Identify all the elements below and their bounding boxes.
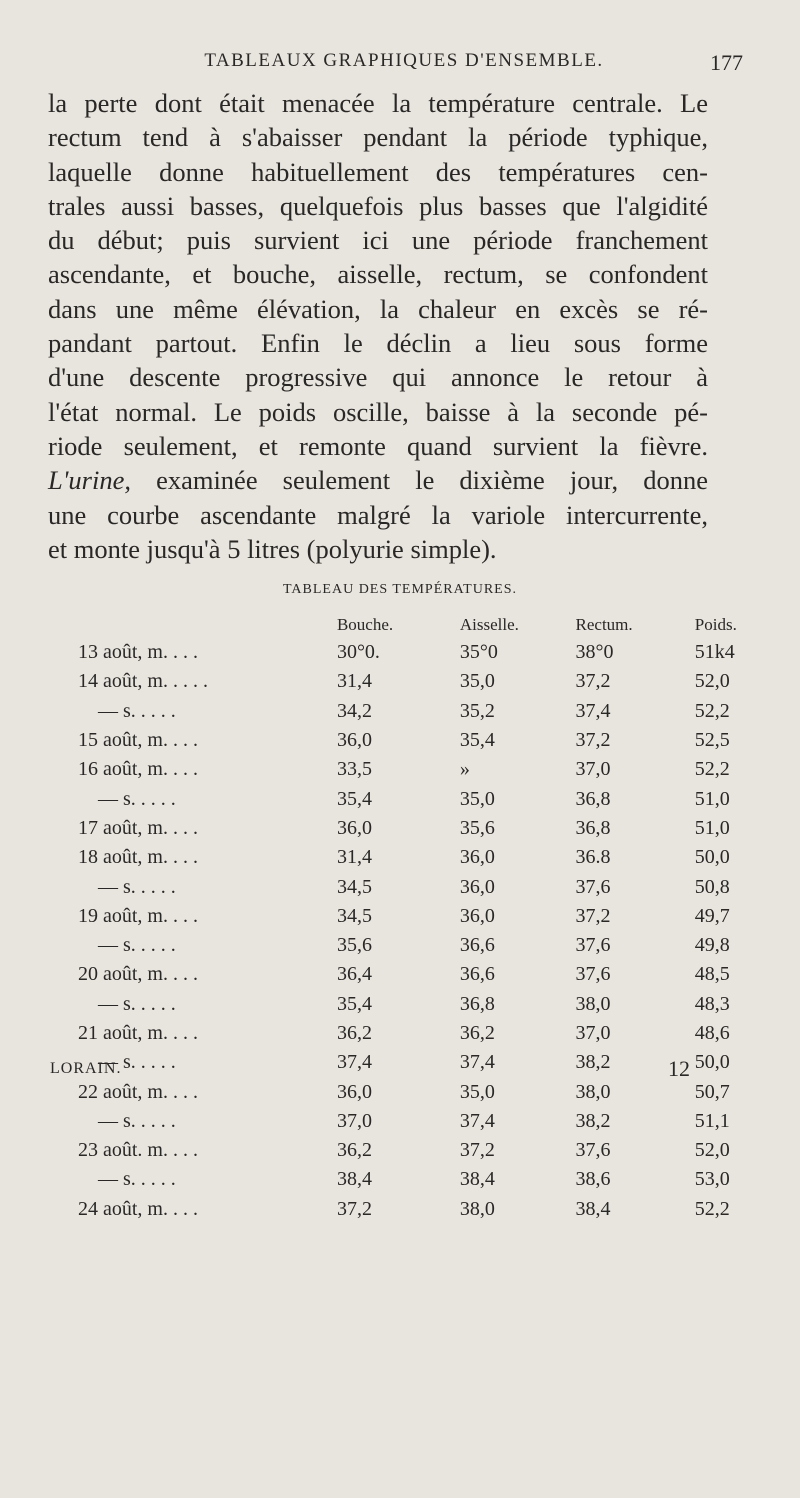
rectum-cell: 37,6 <box>575 1139 611 1162</box>
body-line: dans une même élévation, la chaleur en excès se ré- <box>48 293 708 324</box>
body-line: la perte dont était menacée la température centrale. Le <box>48 88 708 118</box>
bouche-cell: 38,4 <box>336 1168 372 1191</box>
body-paragraph <box>48 86 708 566</box>
aisselle-cell: 37,4 <box>459 1109 495 1132</box>
rectum-cell: 37,6 <box>575 963 611 986</box>
poids-cell: 49,7 <box>694 904 730 927</box>
poids-cell: 50,0 <box>694 1051 730 1074</box>
rectum-cell: 37,6 <box>575 875 611 898</box>
temperature-table <box>60 612 800 1224</box>
date-cell: 24 août, m. . . . <box>78 1197 198 1220</box>
body-line: du début; puis survient ici une période franchement <box>48 225 708 256</box>
rectum-cell: 38°0 <box>575 641 614 664</box>
bouche-cell: 36,2 <box>336 1022 372 1044</box>
bouche-cell: 37,2 <box>336 1197 372 1220</box>
bouche-cell: 34,5 <box>336 904 372 927</box>
poids-cell: 49,8 <box>694 934 730 957</box>
date-cell: — s. . . . . <box>98 934 176 957</box>
aisselle-cell: 36,0 <box>459 904 495 927</box>
aisselle-cell: 35,6 <box>459 816 495 839</box>
date-cell: — s. . . . . <box>98 875 176 898</box>
body-line: d'une descente progressive qui annonce le retour à <box>48 362 708 393</box>
running-head: TABLEAUX GRAPHIQUES D'ENSEMBLE. <box>204 50 604 71</box>
header-bouche: Bouche. <box>336 615 394 634</box>
bouche-cell: 36,0 <box>336 729 372 752</box>
bouche-cell: 35,4 <box>336 992 372 1015</box>
poids-cell: 52,0 <box>694 670 730 693</box>
date-cell: 18 août, m. . . . <box>78 846 198 869</box>
rectum-cell: 36.8 <box>575 846 611 869</box>
bouche-cell: 37,0 <box>336 1109 372 1132</box>
table-header-row <box>60 612 800 638</box>
date-cell: 17 août, m. . . . <box>78 816 198 839</box>
date-cell: — s. . . . . <box>98 1109 176 1132</box>
poids-cell: 51,1 <box>694 1109 730 1132</box>
body-line: riode seulement, et remonte quand survient la fièvre. <box>48 430 708 461</box>
rectum-cell: 37,2 <box>575 670 611 693</box>
poids-cell: 51,0 <box>694 787 730 810</box>
aisselle-cell: 36,6 <box>459 963 495 986</box>
poids-cell: 50,8 <box>694 875 730 898</box>
table-row <box>60 843 800 872</box>
rectum-cell: 37,0 <box>575 758 611 781</box>
body-line: une courbe ascendante malgré la variole intercurrente, <box>48 499 708 530</box>
aisselle-cell: 36,2 <box>459 1022 495 1044</box>
table-row <box>60 931 800 960</box>
date-cell: 14 août, m. . . . . <box>78 670 208 693</box>
footer-signature: LORAIN. <box>50 1060 122 1077</box>
bouche-cell: 36,4 <box>336 963 372 986</box>
bouche-cell: 34,2 <box>336 699 372 722</box>
table-row <box>60 1195 800 1224</box>
bouche-cell: 37,4 <box>336 1051 372 1074</box>
poids-cell: 52,2 <box>694 699 730 722</box>
bouche-cell: 35,4 <box>336 787 372 810</box>
aisselle-cell: » <box>459 758 470 781</box>
poids-cell: 52,0 <box>694 1139 730 1162</box>
table-title: TABLEAU DES TEMPÉRATURES. <box>282 582 518 597</box>
body-line: pandant partout. Enfin le déclin a lieu sous forme <box>48 328 708 359</box>
body-line-urine <box>48 463 708 497</box>
bouche-cell: 31,4 <box>336 846 372 869</box>
poids-cell: 51k4 <box>694 641 735 664</box>
rectum-cell: 38,0 <box>575 992 611 1015</box>
urine-word: L'urine, <box>48 465 131 496</box>
aisselle-cell: 36,0 <box>459 846 495 869</box>
date-cell: 23 août. m. . . . <box>78 1139 198 1162</box>
aisselle-cell: 36,6 <box>459 934 495 957</box>
aisselle-cell: 37,4 <box>459 1051 495 1074</box>
aisselle-cell: 36,0 <box>459 875 495 898</box>
date-cell: — s. . . . . <box>98 699 176 722</box>
bouche-cell: 36,2 <box>336 1139 372 1162</box>
table-row <box>60 960 800 989</box>
aisselle-cell: 35,4 <box>459 729 495 752</box>
table-row <box>60 667 800 696</box>
table-row <box>60 902 800 931</box>
header-aisselle: Aisselle. <box>459 615 519 634</box>
table-row <box>60 1107 800 1136</box>
table-row <box>60 755 800 784</box>
date-cell: 22 août, m. . . . <box>78 1080 198 1103</box>
table-row <box>60 1136 800 1165</box>
date-cell: — s. . . . . <box>98 992 176 1015</box>
poids-cell: 52,2 <box>694 758 730 781</box>
rectum-cell: 37,4 <box>575 699 611 722</box>
date-cell: 15 août, m. . . . <box>78 729 198 752</box>
bouche-cell: 31,4 <box>336 670 372 693</box>
date-cell: — s. . . . . <box>98 1051 176 1074</box>
table-row <box>60 872 800 901</box>
aisselle-cell: 35,0 <box>459 787 495 810</box>
rectum-cell: 36,8 <box>575 787 611 810</box>
body-line: l'état normal. Le poids oscille, baisse à la seconde pé- <box>48 396 708 427</box>
body-line-last: et monte jusqu'à 5 litres (polyurie simple). <box>48 533 497 564</box>
rectum-cell: 36,8 <box>575 816 611 839</box>
date-cell: 16 août, m. . . . <box>78 758 198 781</box>
aisselle-cell: 37,2 <box>459 1139 495 1162</box>
rectum-cell: 38,6 <box>575 1168 611 1191</box>
body-line: ascendante, et bouche, aisselle, rectum, se confondent <box>48 259 708 290</box>
header-poids: Poids. <box>694 615 737 634</box>
date-cell: 13 août, m. . . . <box>78 641 198 664</box>
rectum-cell: 37,0 <box>575 1022 611 1044</box>
date-cell: — s. . . . . <box>98 1168 176 1191</box>
aisselle-cell: 35,0 <box>459 670 495 693</box>
urine-rest: examinée seulement le dixième jour, donne <box>130 465 708 496</box>
header-date <box>60 612 327 638</box>
table-body <box>60 638 800 1224</box>
rectum-cell: 38,0 <box>575 1080 611 1103</box>
poids-cell: 50,7 <box>694 1080 730 1103</box>
aisselle-cell: 38,0 <box>459 1197 495 1220</box>
bouche-cell: 35,6 <box>336 934 372 957</box>
rectum-cell: 38,2 <box>575 1051 611 1074</box>
table-row <box>60 990 800 1019</box>
body-line: laquelle donne habituellement des températures cen- <box>48 156 708 187</box>
aisselle-cell: 38,4 <box>459 1168 495 1191</box>
poids-cell: 48,5 <box>694 963 730 986</box>
poids-cell: 48,6 <box>694 1022 730 1044</box>
table-row <box>60 814 800 843</box>
rectum-cell: 38,2 <box>575 1109 611 1132</box>
bouche-cell: 36,0 <box>336 1080 372 1103</box>
table-row <box>60 638 800 667</box>
table-row <box>60 697 800 726</box>
rectum-cell: 38,4 <box>575 1197 611 1220</box>
rectum-cell: 37,2 <box>575 729 611 752</box>
table-row <box>60 784 800 813</box>
rectum-cell: 37,2 <box>575 904 611 927</box>
poids-cell: 50,0 <box>694 846 730 869</box>
poids-cell: 52,2 <box>694 1197 730 1220</box>
table-row <box>60 726 800 755</box>
poids-cell: 51,0 <box>694 816 730 839</box>
date-cell: 20 août, m. . . . <box>78 963 198 986</box>
page-number: 177 <box>710 50 743 75</box>
bouche-cell: 34,5 <box>336 875 372 898</box>
poids-cell: 53,0 <box>694 1168 730 1191</box>
aisselle-cell: 35°0 <box>459 641 498 664</box>
date-cell: 19 août, m. . . . <box>78 904 198 927</box>
footer-sheet-number: 12 <box>668 1056 690 1081</box>
aisselle-cell: 35,2 <box>459 699 495 722</box>
body-line: trales aussi basses, quelquefois plus basses que l'algidité <box>48 190 708 221</box>
aisselle-cell: 35,0 <box>459 1080 495 1103</box>
table-row <box>60 1019 800 1048</box>
date-cell: — s. . . . . <box>98 787 176 810</box>
poids-cell: 52,5 <box>694 729 730 752</box>
bouche-cell: 30°0. <box>336 641 380 664</box>
bouche-cell: 36,0 <box>336 816 372 839</box>
header-rectum: Rectum. <box>575 615 633 634</box>
rectum-cell: 37,6 <box>575 934 611 957</box>
bouche-cell: 33,5 <box>336 758 372 781</box>
aisselle-cell: 36,8 <box>459 992 495 1015</box>
date-cell: 21 août, m. . . . <box>78 1022 198 1044</box>
body-line: rectum tend à s'abaisser pendant la période typhique, <box>48 122 708 153</box>
poids-cell: 48,3 <box>694 992 730 1015</box>
table-row <box>60 1165 800 1194</box>
